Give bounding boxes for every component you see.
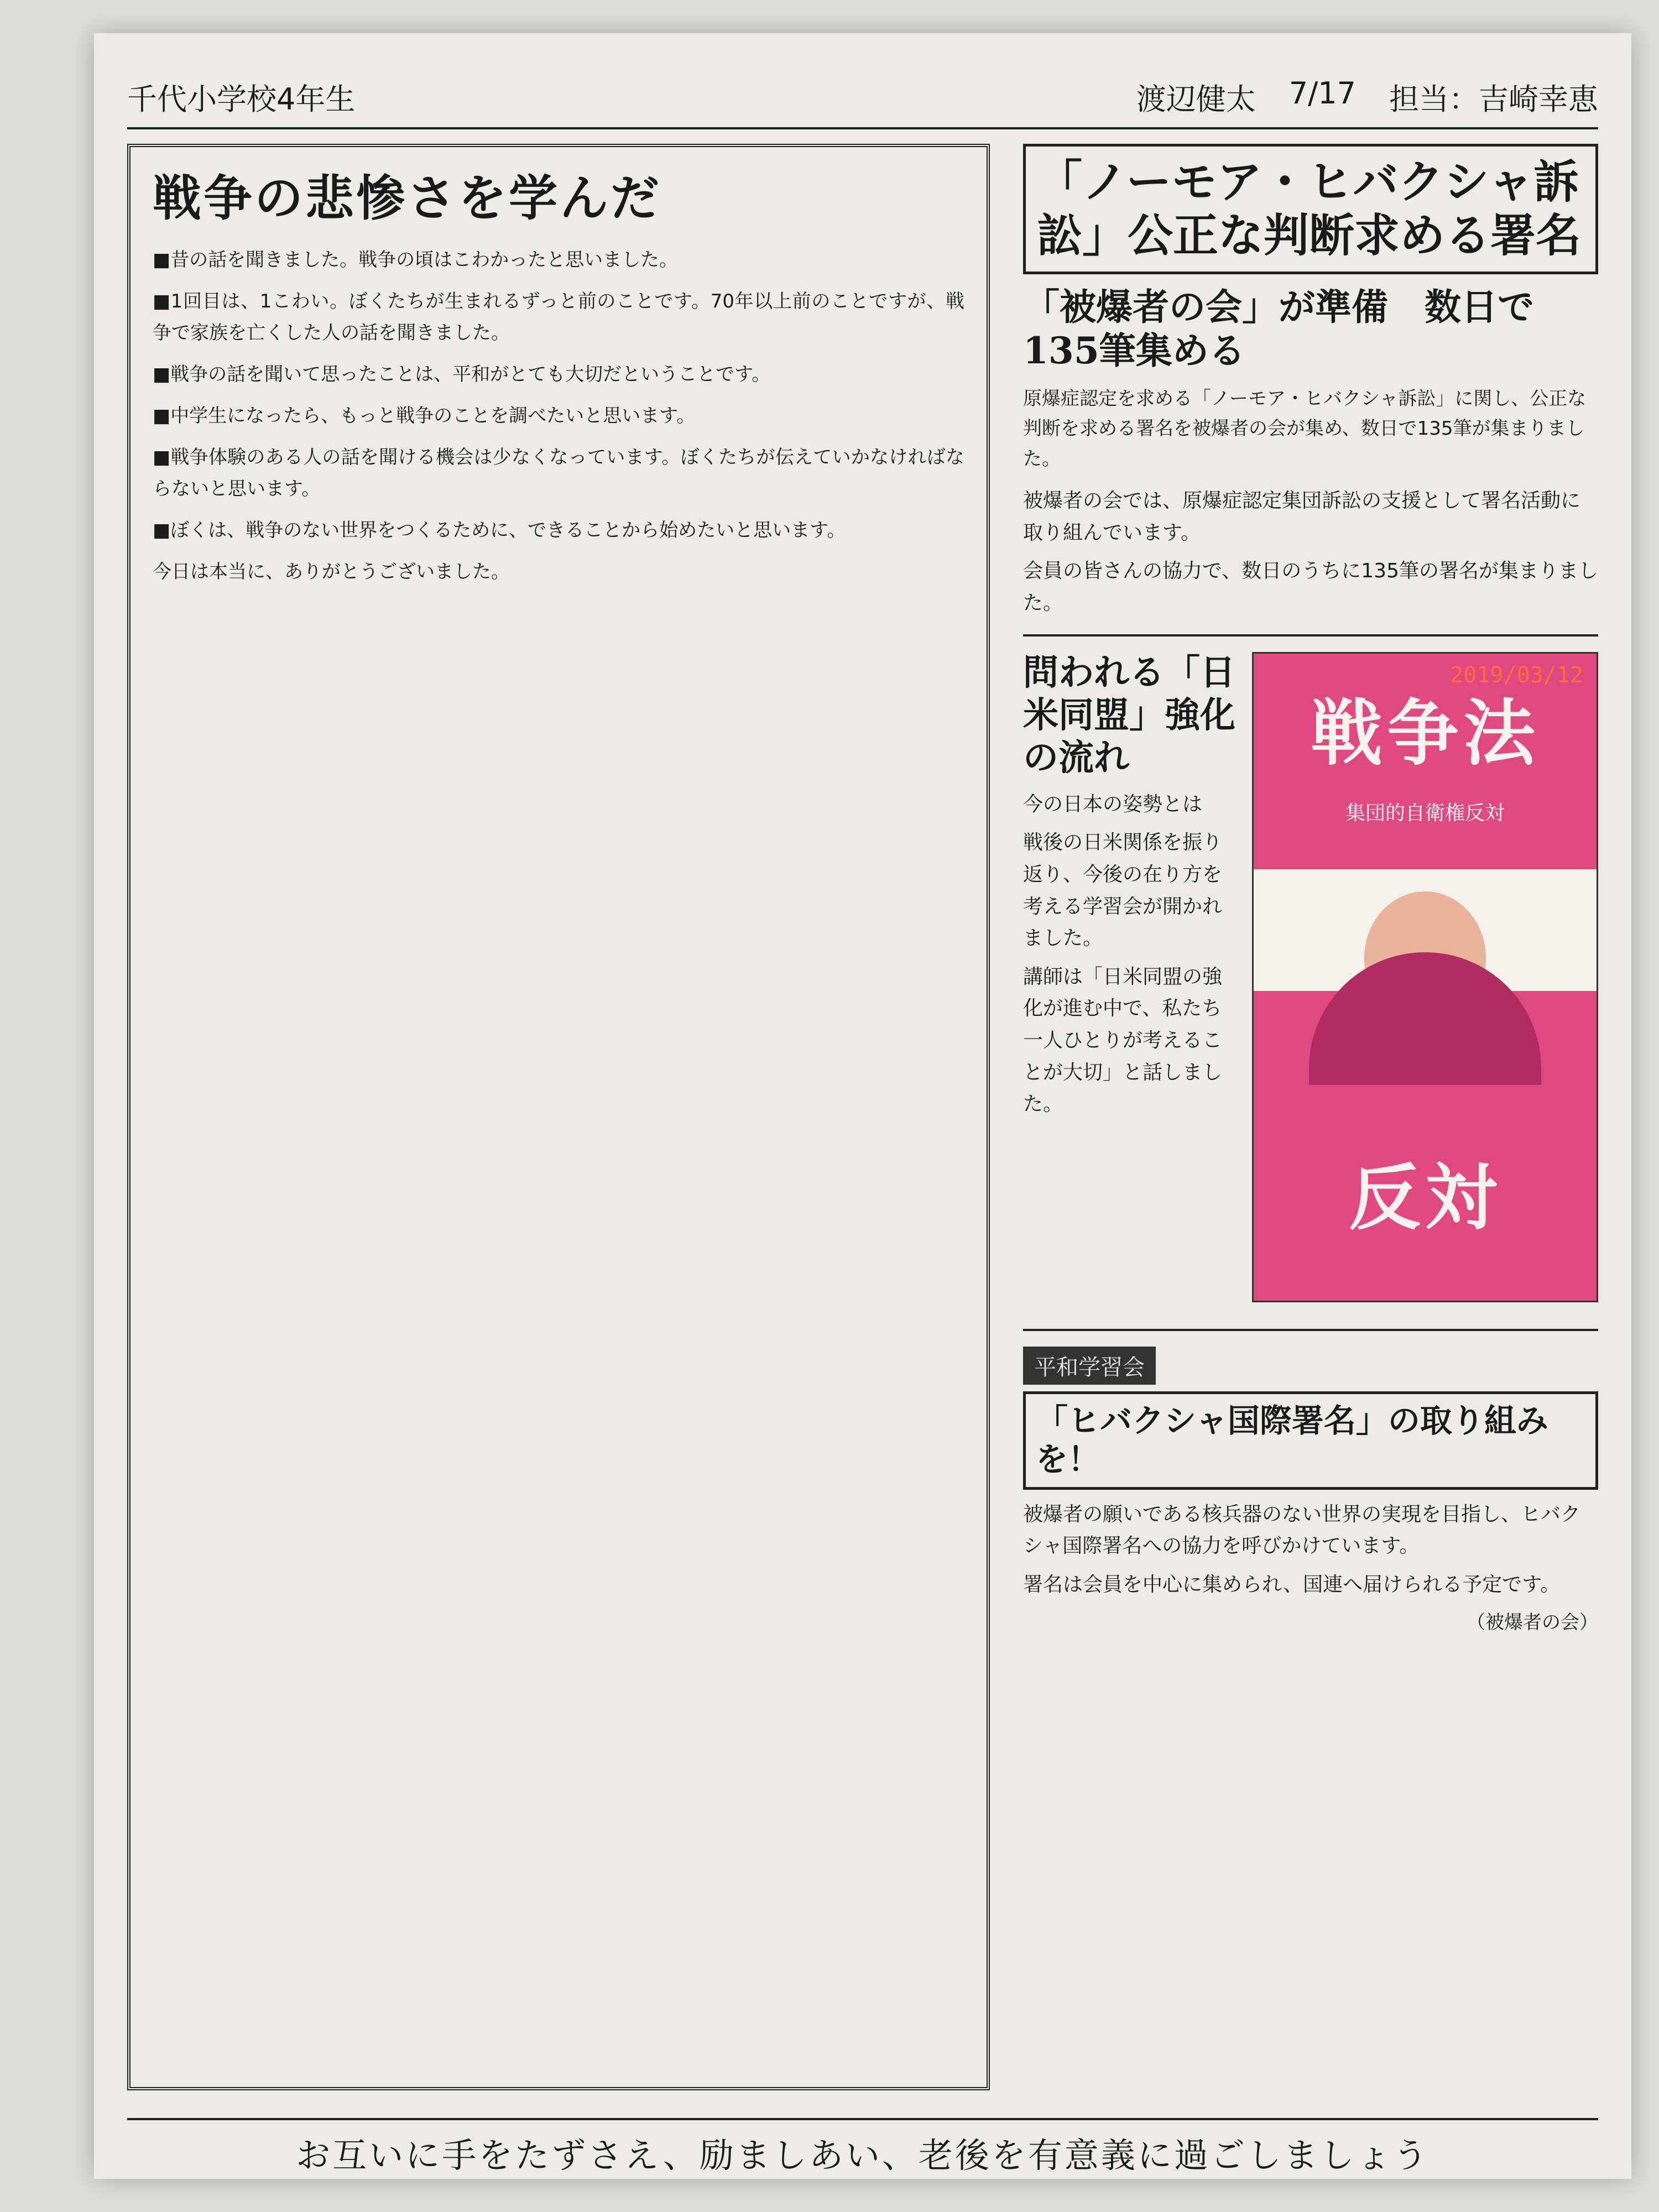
- protest-photo: [1252, 652, 1598, 1302]
- newspaper-page: [94, 33, 1631, 2179]
- middle-paragraph: 戦後の日米関係を振り返り、今後の在り方を考える学習会が開かれました。: [1023, 831, 1223, 950]
- photo-small-text: 集団的自衛権反対: [1345, 802, 1505, 825]
- essay-title: 戦争の悲惨さを学んだ: [153, 169, 662, 227]
- bottom-paragraph: 被爆者の願いである核兵器のない世界の実現を目指し、ヒバクシャ国際署名への協力を呼びかけています。: [1023, 1503, 1581, 1558]
- masthead: [127, 66, 1598, 129]
- essay-box: [127, 144, 990, 2090]
- essay-paragraph: 今日は本当に、ありがとうございました。: [153, 561, 510, 583]
- essay-paragraph: ■戦争体験のある人の話を聞ける機会は少なくなっています。ぼくたちが伝えていかなければならないと思います。: [153, 446, 965, 500]
- top-article: [1023, 144, 1598, 619]
- essay-paragraph: ■戦争の話を聞いて思ったことは、平和がとても大切だということです。: [153, 363, 771, 385]
- photo-date: 2019/03/12: [1450, 662, 1583, 688]
- photo-bottom-text: 反対: [1348, 1155, 1501, 1240]
- top-body: [1023, 485, 1598, 619]
- top-paragraph: 被爆者の会では、原爆症認定集団訴訟の支援として署名活動に取り組んでいます。: [1023, 489, 1581, 544]
- newspaper-sheet: [94, 33, 1631, 2179]
- footer-slogan: お互いに手をたずさえ、励ましあい、老後を有意義に過ごしましょう: [127, 2118, 1598, 2177]
- middle-sub: 今の日本の姿勢とは: [1023, 792, 1203, 816]
- top-headline: 「ノーモア・ヒバクシャ訴訟」公正な判断求める署名: [1023, 144, 1598, 274]
- section-divider: [1023, 1329, 1598, 1331]
- middle-article: [1023, 652, 1598, 1240]
- essay-paragraph: ■1回目は、1こわい。ぼくたちが生まれるずっと前のことです。70年以上前のことですが、戦争で家族を亡くした人の話を聞きました。: [153, 290, 965, 344]
- bottom-paragraph: 署名は会員を中心に集められ、国連へ届けられる予定です。: [1023, 1573, 1561, 1596]
- photo-top-text: 戦争法: [1310, 691, 1540, 776]
- top-paragraph: 会員の皆さんの協力で、数日のうちに135筆の署名が集まりました。: [1023, 560, 1598, 614]
- essay-paragraph: ■昔の話を聞きました。戦争の頃はこわかったと思いました。: [153, 248, 679, 271]
- middle-paragraph: 講師は「日米同盟の強化が進む中で、私たち一人ひとりが考えることが大切」と話しました。: [1023, 965, 1223, 1116]
- top-lead: 原爆症認定を求める「ノーモア・ヒバクシャ訴訟」に関し、公正な判断を求める署名を被爆者の会が集め、数日で135筆が集まりました。: [1023, 387, 1587, 470]
- bottom-headline: 「ヒバクシャ国際署名」の取り組みを！: [1023, 1391, 1598, 1489]
- bottom-byline: （被爆者の会）: [1467, 1611, 1598, 1634]
- credit: 担当：吉崎幸恵: [1389, 81, 1598, 117]
- essay-paragraph: ■ぼくは、戦争のない世界をつくるために、できることから始めたいと思います。: [153, 519, 846, 542]
- right-column: [1023, 144, 1598, 2101]
- author-name: 渡辺健太: [1136, 81, 1256, 117]
- bottom-body: [1023, 1499, 1598, 1601]
- bottom-article: [1023, 1347, 1598, 1634]
- top-subheadline: 「被爆者の会」が準備 数日で135筆集める: [1023, 285, 1534, 372]
- school-label: 千代小学校4年生: [127, 81, 356, 117]
- section-divider: [1023, 634, 1598, 637]
- bottom-tag: 平和学習会: [1023, 1347, 1156, 1385]
- masthead-date: 7/17: [1288, 75, 1356, 111]
- masthead-meta: [1136, 76, 1598, 118]
- essay-paragraph: ■中学生になったら、もっと戦争のことを調べたいと思います。: [153, 405, 696, 427]
- essay-body: [153, 244, 964, 598]
- middle-headline: 問われる「日米同盟」強化の流れ: [1023, 652, 1235, 779]
- left-column: [127, 144, 1001, 2101]
